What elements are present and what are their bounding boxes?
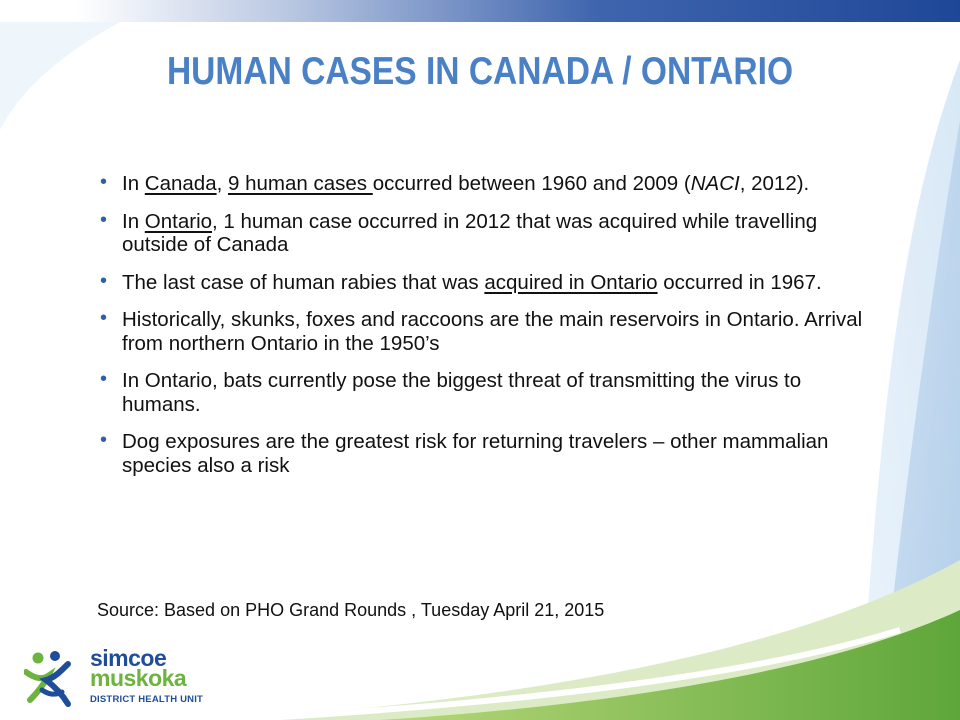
bullet-item [100,430,880,477]
bullet-dot-icon: • [100,307,108,329]
bullet-item [100,172,880,196]
logo-text-simcoe: simcoe [90,645,167,671]
bullet-text: In Ontario, 1 human case occurred in 2012 that was acquired while travelling outside of Canada [122,209,818,256]
bullet-text: Historically, skunks, foxes and raccoons are the main reservoirs in Ontario. Arrival from northern Ontario in the 1950’s [122,308,863,355]
simcoe-muskoka-logo [24,645,214,710]
bullet-item [100,210,880,257]
source-citation: Source: Based on PHO Grand Rounds , Tuesday April 21, 2015 [97,600,605,620]
slide-title: HUMAN CASES IN CANADA / ONTARIO [166,50,794,93]
bullet-dot-icon: • [100,368,108,390]
health-unit-logo-icon [24,650,84,710]
bullet-item [100,369,880,416]
bullet-item [100,308,880,355]
bullet-text: The last case of human rabies that was acquired in Ontario occurred in 1967. [122,270,822,294]
logo-text-muskoka: muskoka [90,665,187,691]
bullet-list [100,172,880,491]
bullet-dot-icon: • [100,171,108,193]
bullet-item [100,271,880,295]
logo-text-district: DISTRICT HEALTH UNIT [90,694,204,705]
bullet-text: Dog exposures are the greatest risk for returning travelers – other mammalian species also a risk [122,430,829,477]
bullet-dot-icon: • [100,429,108,451]
bullet-text: In Canada, 9 human cases occurred between 1960 and 2009 (NACI, 2012). [122,172,810,195]
bullet-dot-icon: • [100,269,108,292]
bullet-text: In Ontario, bats currently pose the biggest threat of transmitting the virus to humans. [122,369,802,416]
bullet-dot-icon: • [100,208,108,231]
